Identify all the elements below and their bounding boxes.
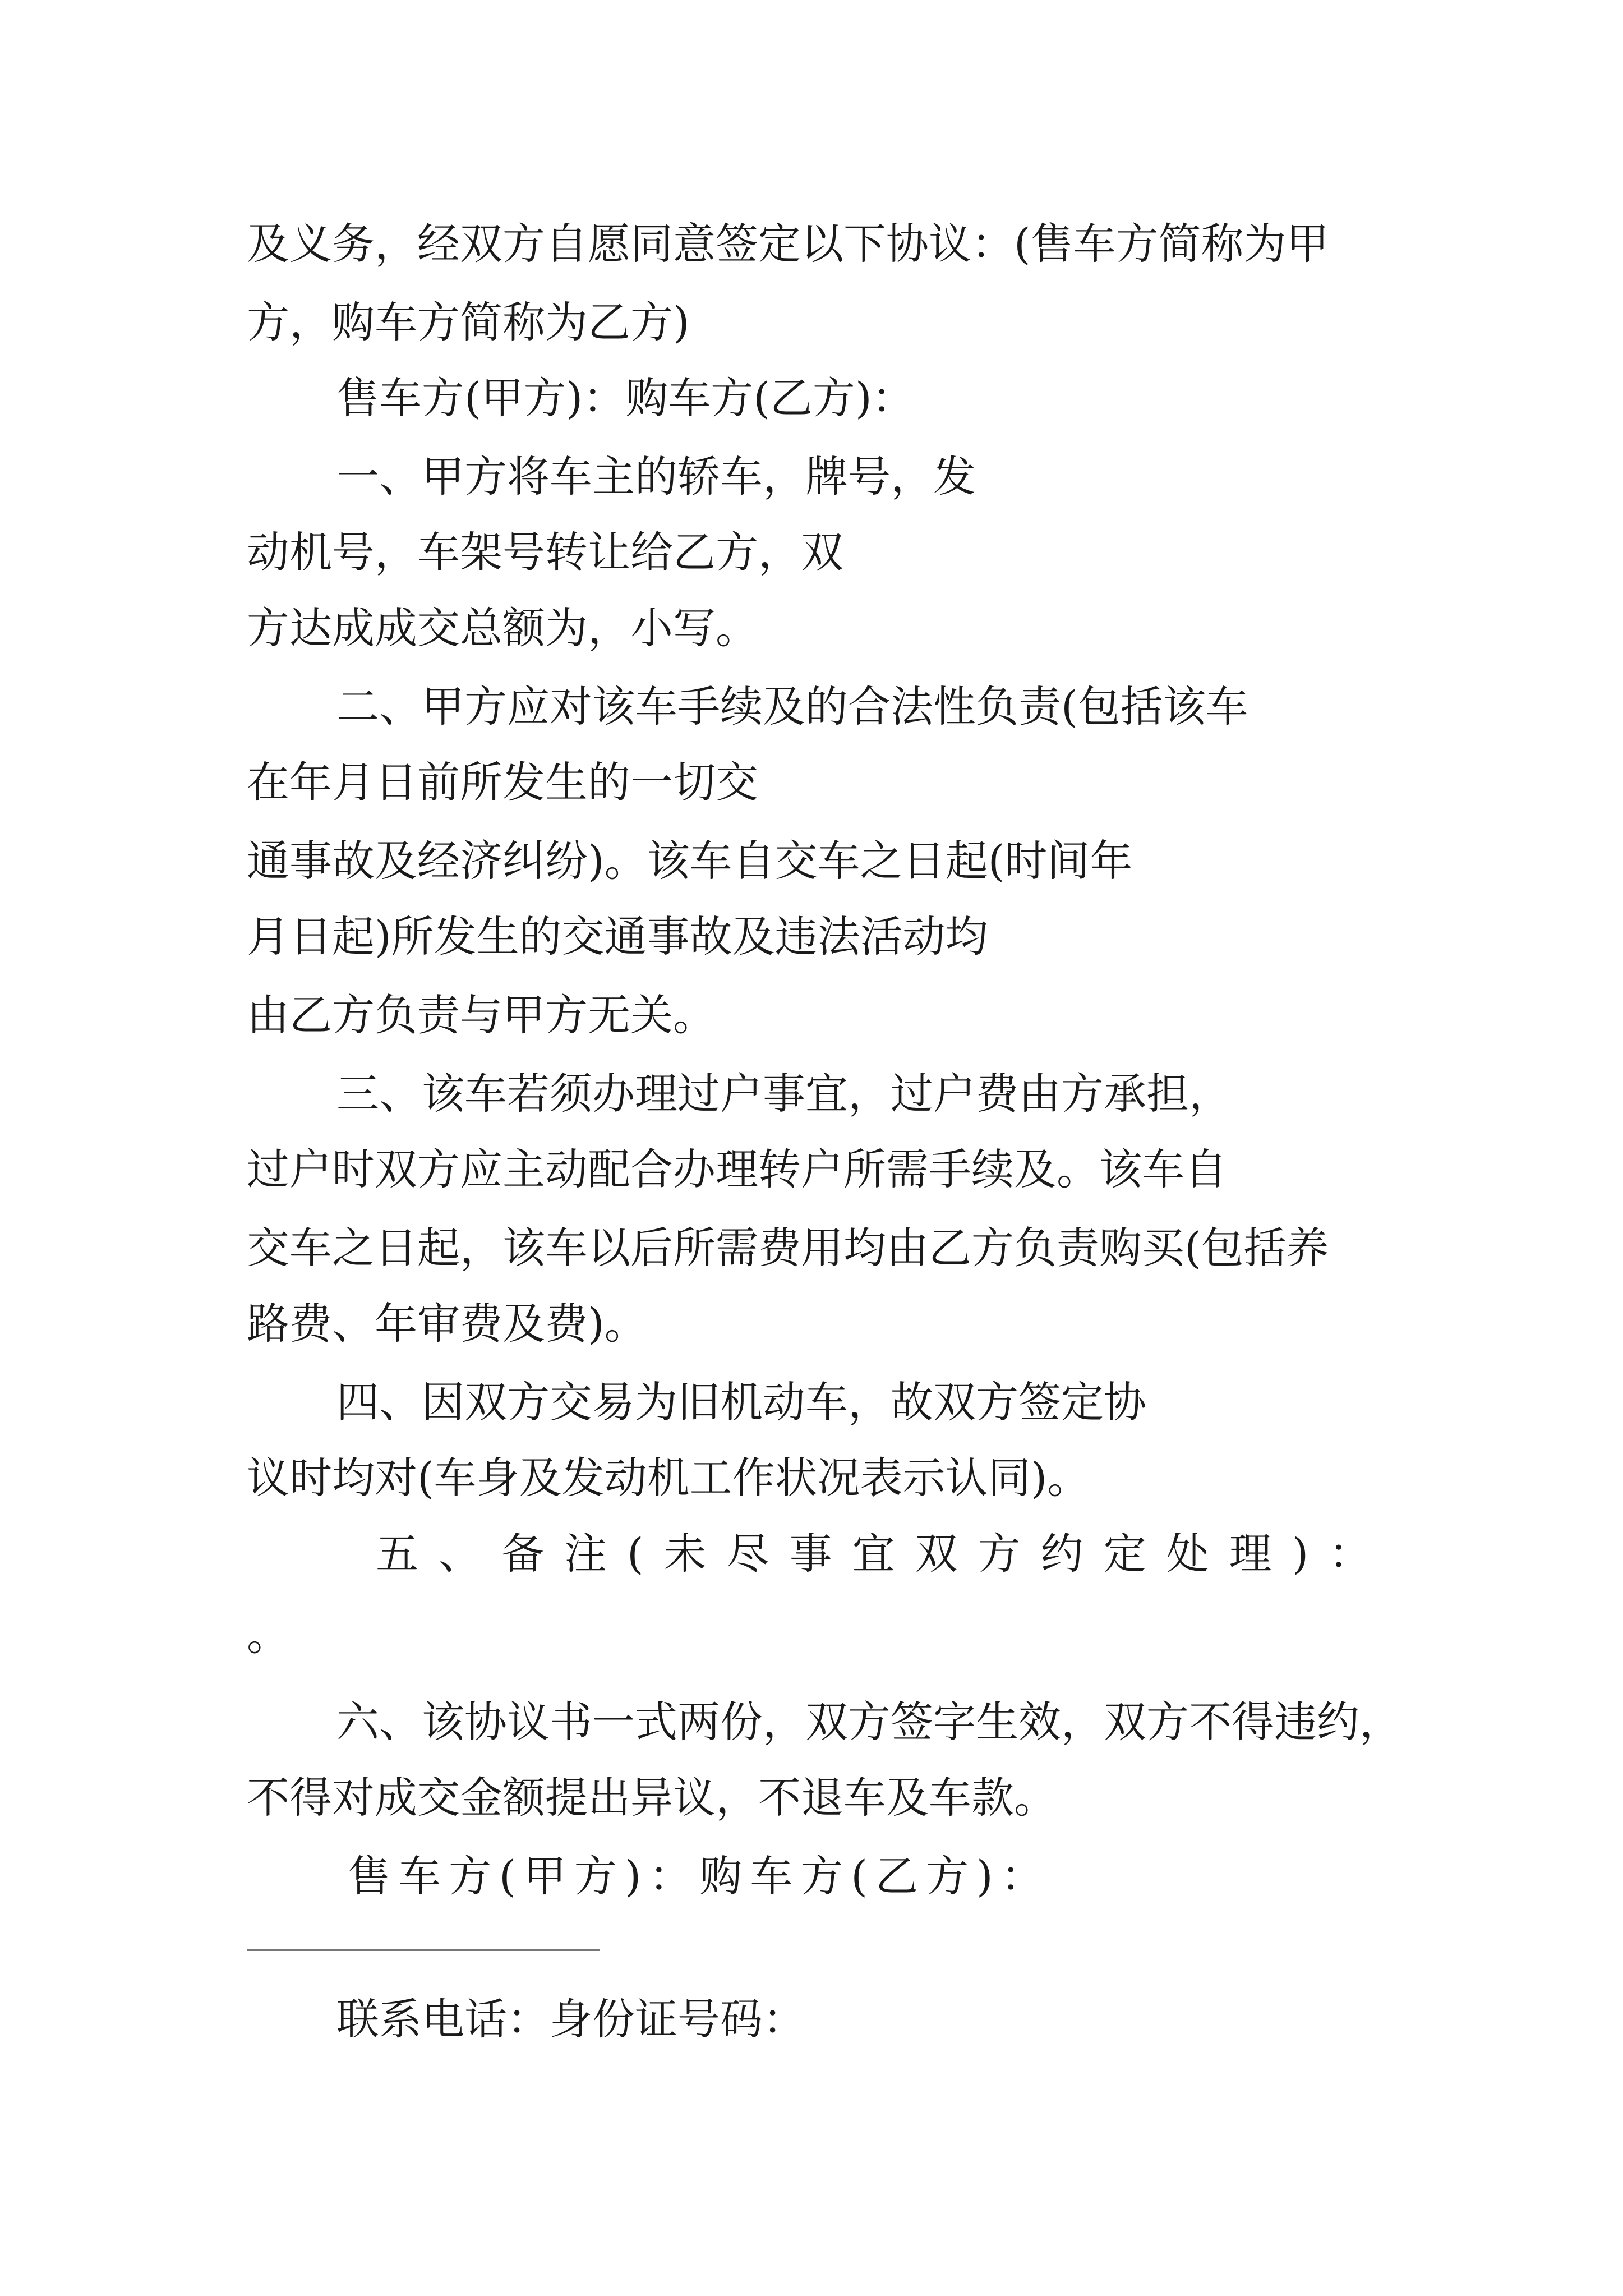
clause-3-line xyxy=(247,1285,1385,1363)
clause-2-line xyxy=(247,822,1385,900)
clause-6-line xyxy=(336,1683,1475,1761)
text: 二、甲方应对该车手续及 xyxy=(336,682,805,731)
text: 动机号 xyxy=(247,527,375,577)
phone-label: 联系电话： xyxy=(336,1994,550,2044)
text: 方承担， xyxy=(1061,1069,1232,1119)
text: 交车之日起，该车以后所需费用均由乙方负责购买(包括养 xyxy=(247,1223,1329,1273)
text: 。该车自 xyxy=(1057,1144,1227,1194)
text: 的 xyxy=(635,452,677,501)
text: 转让给乙方，双 xyxy=(545,527,843,577)
text: 六、该协议书一式两份，双方签字生效，双方不得违约， xyxy=(336,1697,1402,1747)
text: ，故双方签定协 xyxy=(848,1377,1146,1427)
clause-2-line xyxy=(336,668,1475,746)
clause-3-line xyxy=(247,1130,1385,1209)
text: 及义务，经双方自愿同意签定以下协议：(售车方简称为甲 xyxy=(247,219,1329,269)
clause-3-line xyxy=(336,1055,1475,1133)
clause-4-line xyxy=(247,1439,1385,1517)
clause-1-line xyxy=(247,513,1385,592)
text: 的合法性负责(包括该车 xyxy=(805,682,1248,731)
clause-5-line xyxy=(376,1515,1392,1593)
buyer-label: 购车方(乙方)： xyxy=(625,373,915,423)
buyer-signature-blank[interactable] xyxy=(247,1949,600,1951)
text: 路费、年审费及 xyxy=(247,1299,545,1349)
text: ，发 xyxy=(891,452,976,501)
text: ，车架号 xyxy=(375,527,545,577)
clause-3-line xyxy=(247,1209,1385,1287)
clause-2-line xyxy=(247,898,1385,976)
text: 轿车，牌号 xyxy=(677,452,891,501)
text: 由乙方负责与甲方无关。 xyxy=(247,990,716,1040)
text: 。 xyxy=(716,603,758,653)
buyer-signature-label: 购车方(乙方)： xyxy=(699,1851,1052,1901)
clause-1-line xyxy=(247,589,1385,668)
signature-line xyxy=(348,1837,1486,1916)
clause-4-line xyxy=(336,1363,1475,1442)
text: 。 xyxy=(247,1610,289,1660)
text: 年 xyxy=(289,757,332,807)
text: 月 xyxy=(247,912,289,961)
text: 三、该车若须办理过户事宜，过户费由 xyxy=(336,1069,1061,1119)
seller-buyer-line xyxy=(336,359,1475,438)
text: 日起)所发生的交通事故及违法活动均 xyxy=(289,912,988,961)
text: 方达成成交总额为 xyxy=(247,603,588,653)
text: 议时均对(车身及发动机工作状况表示认同)。 xyxy=(247,1453,1090,1503)
text: 在 xyxy=(247,757,289,807)
clause-2-line xyxy=(247,976,1385,1055)
seller-signature-label: 售车方(甲方)： xyxy=(348,1851,700,1901)
clause-5-line xyxy=(247,1596,1385,1674)
paragraph-line xyxy=(247,283,1385,362)
text: 不得对成交金额提出异议，不退车及车款。 xyxy=(247,1773,1057,1823)
id-number-label: 身份证号码： xyxy=(550,1994,805,2044)
clause-1-line xyxy=(336,438,1475,516)
text: 为旧机动车 xyxy=(635,1377,848,1427)
text: 日前所发生的一切交 xyxy=(375,757,758,807)
text: 四、因双方交易 xyxy=(336,1377,635,1427)
text: 五、备注(未尽事宜双方约定处理)： xyxy=(376,1529,1392,1579)
text: 一、甲方将车主 xyxy=(336,452,635,501)
contact-line xyxy=(336,1980,1475,2059)
clause-2-line xyxy=(247,743,1385,822)
paragraph-line xyxy=(247,205,1385,283)
text: 费)。 xyxy=(545,1299,647,1349)
text: 通事故及经济纠纷)。该车自交车之日起(时间 xyxy=(247,836,1090,886)
text: ，小写 xyxy=(588,603,716,653)
seller-label: 售车方(甲方)： xyxy=(336,373,626,423)
text: 年 xyxy=(1090,836,1133,886)
text: 过户时双方应主动配合办理转户所需手续及 xyxy=(247,1144,1057,1194)
text: 月 xyxy=(332,757,375,807)
text: 方，购车方简称为乙方) xyxy=(247,297,690,347)
clause-6-line xyxy=(247,1759,1385,1837)
